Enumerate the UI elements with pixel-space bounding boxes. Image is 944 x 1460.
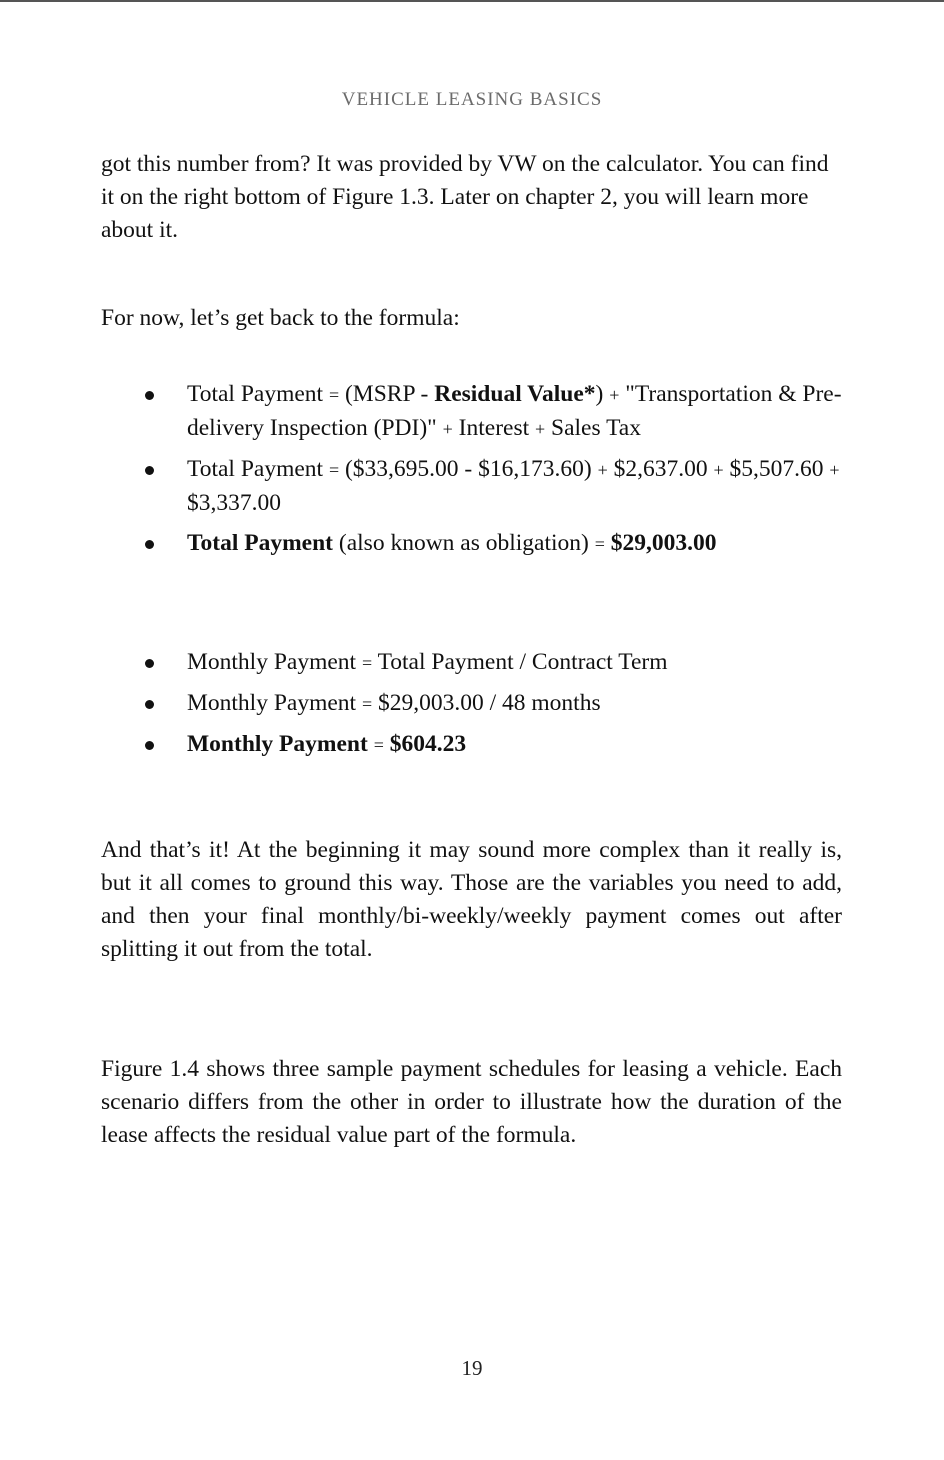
paragraph-formula-intro: For now, let’s get back to the formula: [101,305,460,331]
bullet-icon [145,700,154,709]
list-item: Total Payment = ($33,695.00 - $16,173.60) + $2,637.00 + $5,507.60 + $3,337.00 [101,453,842,520]
bullet-icon [145,540,154,549]
running-header: VEHICLE LEASING BASICS [341,89,603,110]
paragraph-intro: got this number from? It was provided by VW on the calculator. You can find it on the right bottom of Figure 1.3. Later on chapter 2, you will learn more about it. [101,151,829,243]
total-payment-formula-list [101,378,842,568]
list-item: Total Payment = (MSRP - Residual Value*) + "Transportation & Pre-delivery Inspection (PDI)" + Interest + Sales Tax [101,378,842,446]
list-item: Monthly Payment = Total Payment / Contract Term [101,646,842,680]
list-item: Monthly Payment = $29,003.00 / 48 months [101,687,842,721]
bullet-icon [145,466,154,475]
list-item: Total Payment (also known as obligation) = $29,003.00 [101,527,842,561]
top-border-line [0,0,944,2]
bullet-icon [145,391,154,400]
bullet-icon [145,659,154,668]
monthly-payment-formula-list [101,646,842,769]
page-number: 19 [461,1356,483,1380]
paragraph-figure-reference: Figure 1.4 shows three sample payment schedules for leasing a vehicle. Each scenario differs from the other in order to illustrate how the duration of the lease affects the residual value part of the formula. [101,1056,842,1148]
bullet-icon [145,741,154,750]
paragraph-summary: And that’s it! At the beginning it may sound more complex than it really is, but it all comes to ground this way. Those are the variables you need to add, and then your final monthly/bi-weekly/weekly payment comes out after splitting it out from the total. [101,837,842,962]
list-item: Monthly Payment = $604.23 [101,728,842,762]
